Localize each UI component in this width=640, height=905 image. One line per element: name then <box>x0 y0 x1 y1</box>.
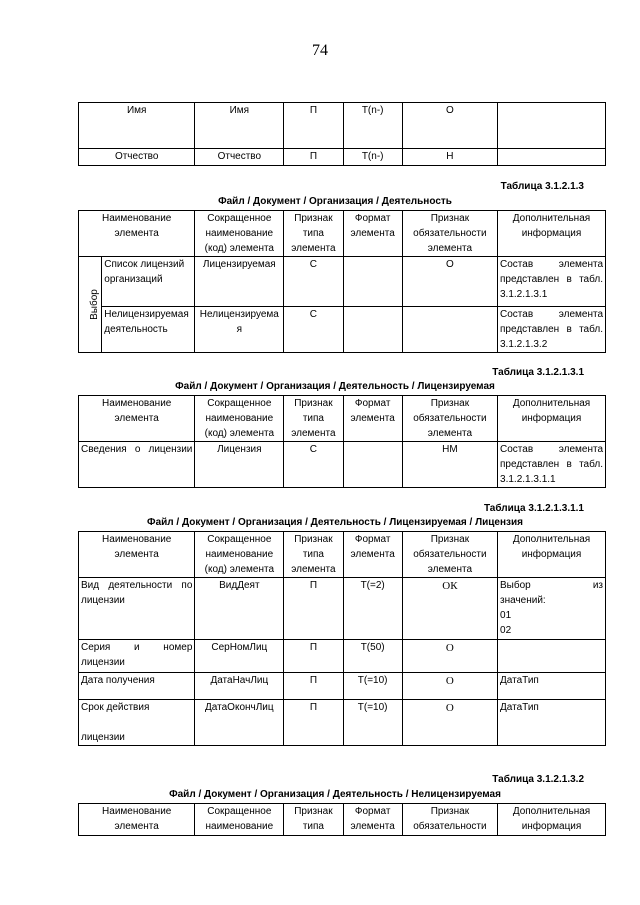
col-header: Наименование элемента <box>79 532 195 578</box>
info-line: Выбор из <box>500 580 603 591</box>
table-row <box>79 442 606 488</box>
info-line: 02 <box>500 625 512 636</box>
table-continuation <box>78 102 606 166</box>
cell-name: Серия и номер лицензии <box>79 640 195 673</box>
cell-info: Состав элемента представлен в табл. 3.1.2.1.3.1 <box>498 257 606 307</box>
cell-name: Сведения о лицензии <box>79 442 195 488</box>
col-header: Признак типа элемента <box>284 532 343 578</box>
cell-format: T(=10) <box>343 700 402 746</box>
header-row <box>79 532 606 578</box>
cell-code: Имя <box>195 103 284 149</box>
cell-code: Лицензируемая <box>195 257 284 307</box>
table-title: Файл / Документ / Организация / Деятельность <box>218 196 452 207</box>
info-line: 01 <box>500 610 512 621</box>
col-header: Признак типа <box>284 804 343 836</box>
cell-format: T(=2) <box>343 578 402 640</box>
cell-name: Нелицензируемая деятельность <box>102 307 195 353</box>
table-row <box>79 149 606 166</box>
cell-type: П <box>284 673 343 700</box>
cell-type: П <box>284 103 343 149</box>
cell-info: Состав элемента представлен в табл. 3.1.2.1.3.1.1 <box>498 442 606 488</box>
cell-type: С <box>284 307 343 353</box>
cell-code: ДатаНачЛиц <box>195 673 284 700</box>
cell-format: T(n-) <box>343 149 402 166</box>
col-header: Наименование элемента <box>79 396 195 442</box>
info-line: значений: <box>500 595 546 606</box>
col-header: Дополнительная информация <box>498 532 606 578</box>
page-number: 74 <box>312 42 328 59</box>
cell-info: ДатаТип <box>498 673 606 700</box>
cell-code: ВидДеят <box>195 578 284 640</box>
header-row <box>79 211 606 257</box>
cell-format: T(n-) <box>343 103 402 149</box>
cell-req: О <box>402 257 497 307</box>
table-unlicensed <box>78 803 606 836</box>
cell-code: Нелицензируемая <box>195 307 284 353</box>
col-header: Наименование элемента <box>79 211 195 257</box>
cell-name: Список лицензий организаций <box>102 257 195 307</box>
cell-format <box>343 442 402 488</box>
col-header: Признак типа элемента <box>284 211 343 257</box>
col-header: Сокращенное наименование (код) элемента <box>195 396 284 442</box>
col-header: Признак обязательности элемента <box>402 396 497 442</box>
cell-format: T(=10) <box>343 673 402 700</box>
col-header: Дополнительная информация <box>498 396 606 442</box>
cell-name: Отчество <box>79 149 195 166</box>
table-row <box>79 103 606 149</box>
col-header: Дополнительная информация <box>498 211 606 257</box>
cell-format <box>343 307 402 353</box>
header-row <box>79 804 606 836</box>
col-header: Формат элемента <box>343 211 402 257</box>
table-row <box>79 673 606 700</box>
cell-code: Отчество <box>195 149 284 166</box>
table-row <box>79 640 606 673</box>
table-label: Таблица 3.1.2.1.3.1.1 <box>483 503 584 514</box>
col-header: Формат элемента <box>343 804 402 836</box>
cell-name: Дата получения <box>79 673 195 700</box>
cell-info <box>498 103 606 149</box>
group-label: Выбор <box>79 257 102 353</box>
cell-type: С <box>284 257 343 307</box>
cell-req: НМ <box>402 442 497 488</box>
col-header: Сокращенное наименование (код) элемента <box>195 532 284 578</box>
cell-req: О <box>402 640 497 673</box>
name-line: Срок действия <box>81 702 150 713</box>
cell-info <box>498 640 606 673</box>
table-title: Файл / Документ / Организация / Деятельность / Лицензируемая / Лицензия <box>147 517 523 528</box>
col-header: Сокращенное наименование <box>195 804 284 836</box>
cell-format <box>343 257 402 307</box>
cell-code: Лицензия <box>195 442 284 488</box>
table-activity <box>78 210 606 353</box>
col-header: Признак обязательности <box>402 804 497 836</box>
cell-req: О <box>402 700 497 746</box>
table-row <box>79 307 606 353</box>
col-header: Наименование элемента <box>79 804 195 836</box>
cell-info: Состав элемента представлен в табл. 3.1.2.1.3.2 <box>498 307 606 353</box>
table-row <box>79 578 606 640</box>
cell-req: Н <box>402 149 497 166</box>
table-label: Таблица 3.1.2.1.3.1 <box>492 367 584 378</box>
table-title: Файл / Документ / Организация / Деятельность / Лицензируемая <box>175 381 495 392</box>
col-header: Признак обязательности элемента <box>402 211 497 257</box>
table-licensed <box>78 395 606 488</box>
cell-type: П <box>284 149 343 166</box>
cell-type: С <box>284 442 343 488</box>
table-row <box>79 257 606 307</box>
table-title: Файл / Документ / Организация / Деятельность / Нелицензируемая <box>169 789 501 800</box>
cell-type: П <box>284 700 343 746</box>
col-header: Признак обязательности элемента <box>402 532 497 578</box>
cell-format: T(50) <box>343 640 402 673</box>
cell-req <box>402 307 497 353</box>
table-row <box>79 700 606 746</box>
cell-name: Вид деятельности по лицензии <box>79 578 195 640</box>
table-label: Таблица 3.1.2.1.3.2 <box>492 774 584 785</box>
col-header: Формат элемента <box>343 532 402 578</box>
col-header: Дополнительная информация <box>498 804 606 836</box>
col-header: Формат элемента <box>343 396 402 442</box>
cell-name <box>79 700 195 746</box>
cell-code: СерНомЛиц <box>195 640 284 673</box>
cell-info <box>498 149 606 166</box>
cell-type: П <box>284 578 343 640</box>
cell-req: О <box>402 673 497 700</box>
col-header: Признак типа элемента <box>284 396 343 442</box>
cell-code: ДатаОкончЛиц <box>195 700 284 746</box>
cell-name: Имя <box>79 103 195 149</box>
cell-info: ДатаТип <box>498 700 606 746</box>
cell-info <box>498 578 606 640</box>
col-header: Сокращенное наименование (код) элемента <box>195 211 284 257</box>
table-license <box>78 531 606 746</box>
header-row <box>79 396 606 442</box>
cell-req: О <box>402 103 497 149</box>
table-label: Таблица 3.1.2.1.3 <box>500 181 584 192</box>
cell-type: П <box>284 640 343 673</box>
name-line: лицензии <box>81 732 125 743</box>
cell-req: ОК <box>402 578 497 640</box>
